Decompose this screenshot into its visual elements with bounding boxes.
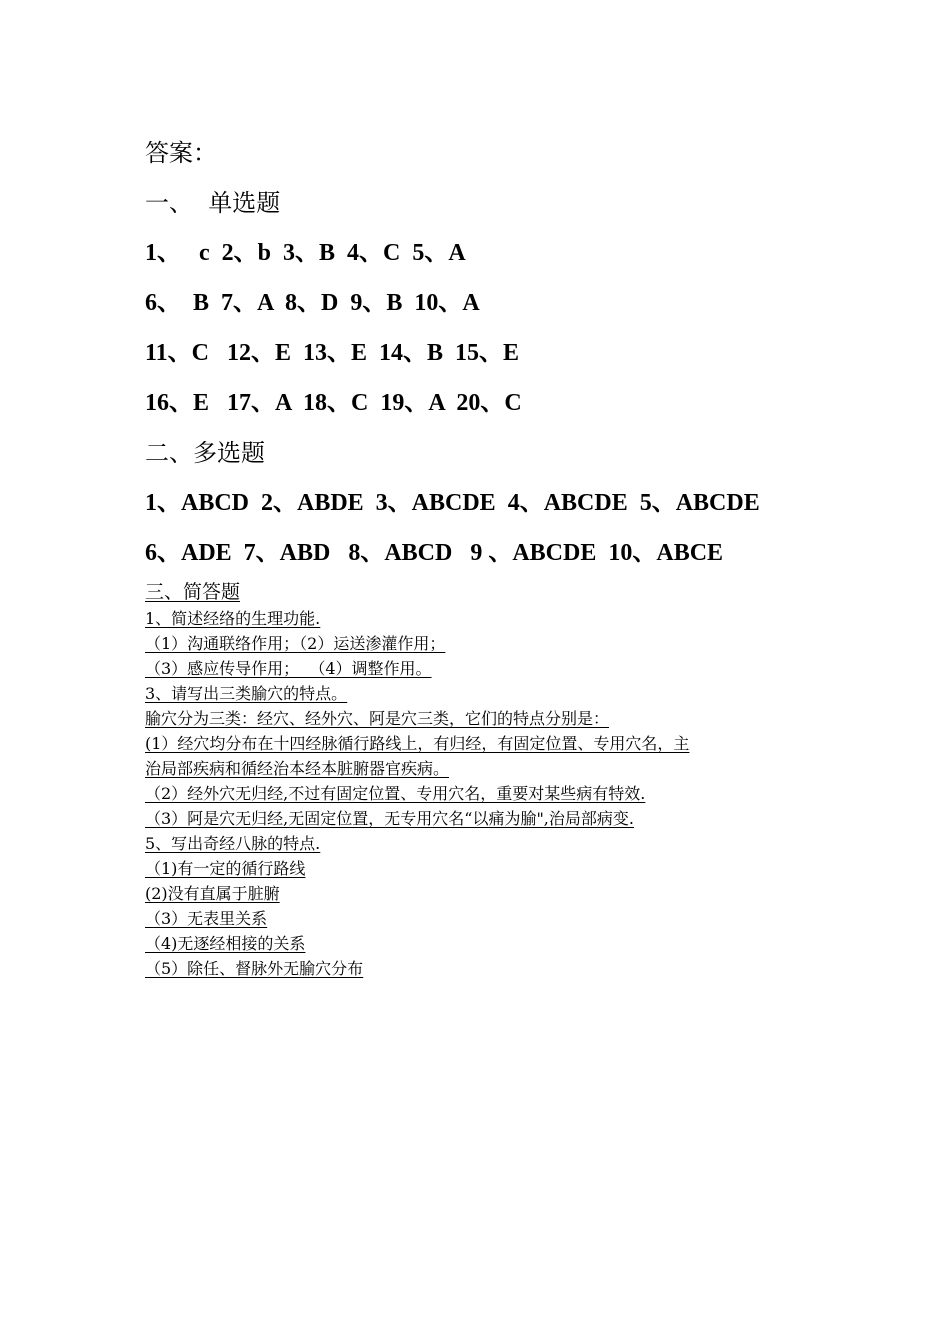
section3-line: （3）感应传导作用； （4）调整作用。 — [145, 659, 432, 678]
section3-line: （4)无逐经相接的关系 — [145, 934, 306, 953]
section3-line: （5）除任、督脉外无腧穴分布 — [145, 959, 364, 978]
section1-line: 1、 c 2、b 3、B 4、C 5、A — [145, 240, 466, 266]
section2-heading: 二、多选题 — [145, 439, 265, 467]
section1-line: 6、 B 7、A 8、D 9、B 10、A — [145, 290, 480, 316]
section3-line: （1）沟通联络作用；（2）运送渗灌作用； — [145, 634, 446, 653]
section2-line: 6、ADE 7、ABD 8、ABCD 9 、ABCDE 10、ABCE — [145, 540, 724, 566]
section3-heading: 三、简答题 — [145, 581, 241, 603]
answer-document — [145, 128, 845, 981]
section3-line: （3）阿是穴无归经,无固定位置，无专用穴名“以痛为腧",治局部病变. — [145, 809, 634, 828]
section2-line: 1、ABCD 2、ABDE 3、ABCDE 4、ABCDE 5、ABCDE — [145, 490, 760, 516]
section1-line: 16、E 17、A 18、C 19、A 20、C — [145, 390, 522, 416]
section3-line: 治局部疾病和循经治本经本脏腑器官疾病。 — [145, 759, 450, 778]
section1-heading: 一、 单选题 — [145, 189, 281, 217]
section3-line: (2)没有直属于脏腑 — [145, 884, 280, 903]
section3-line: 1、简述经络的生理功能. — [145, 609, 321, 628]
section3-line: 3、请写出三类腧穴的特点。 — [145, 684, 348, 703]
section3-line: （2）经外穴无归经,不过有固定位置、专用穴名，重要对某些病有特效. — [145, 784, 646, 803]
section3-line: 5、写出奇经八脉的特点. — [145, 834, 321, 853]
section3-line: 腧穴分为三类：经穴、经外穴、阿是穴三类，它们的特点分别是： — [145, 709, 610, 728]
section1-line: 11、C 12、E 13、E 14、B 15、E — [145, 340, 520, 366]
section3-line: （1)有一定的循行路线 — [145, 859, 306, 878]
answer-title: 答案： — [145, 139, 217, 167]
section3-line: （3）无表里关系 — [145, 909, 268, 928]
section3-line: (1）经穴均分布在十四经脉循行路线上，有归经，有固定位置、专用穴名，主 — [145, 734, 690, 753]
